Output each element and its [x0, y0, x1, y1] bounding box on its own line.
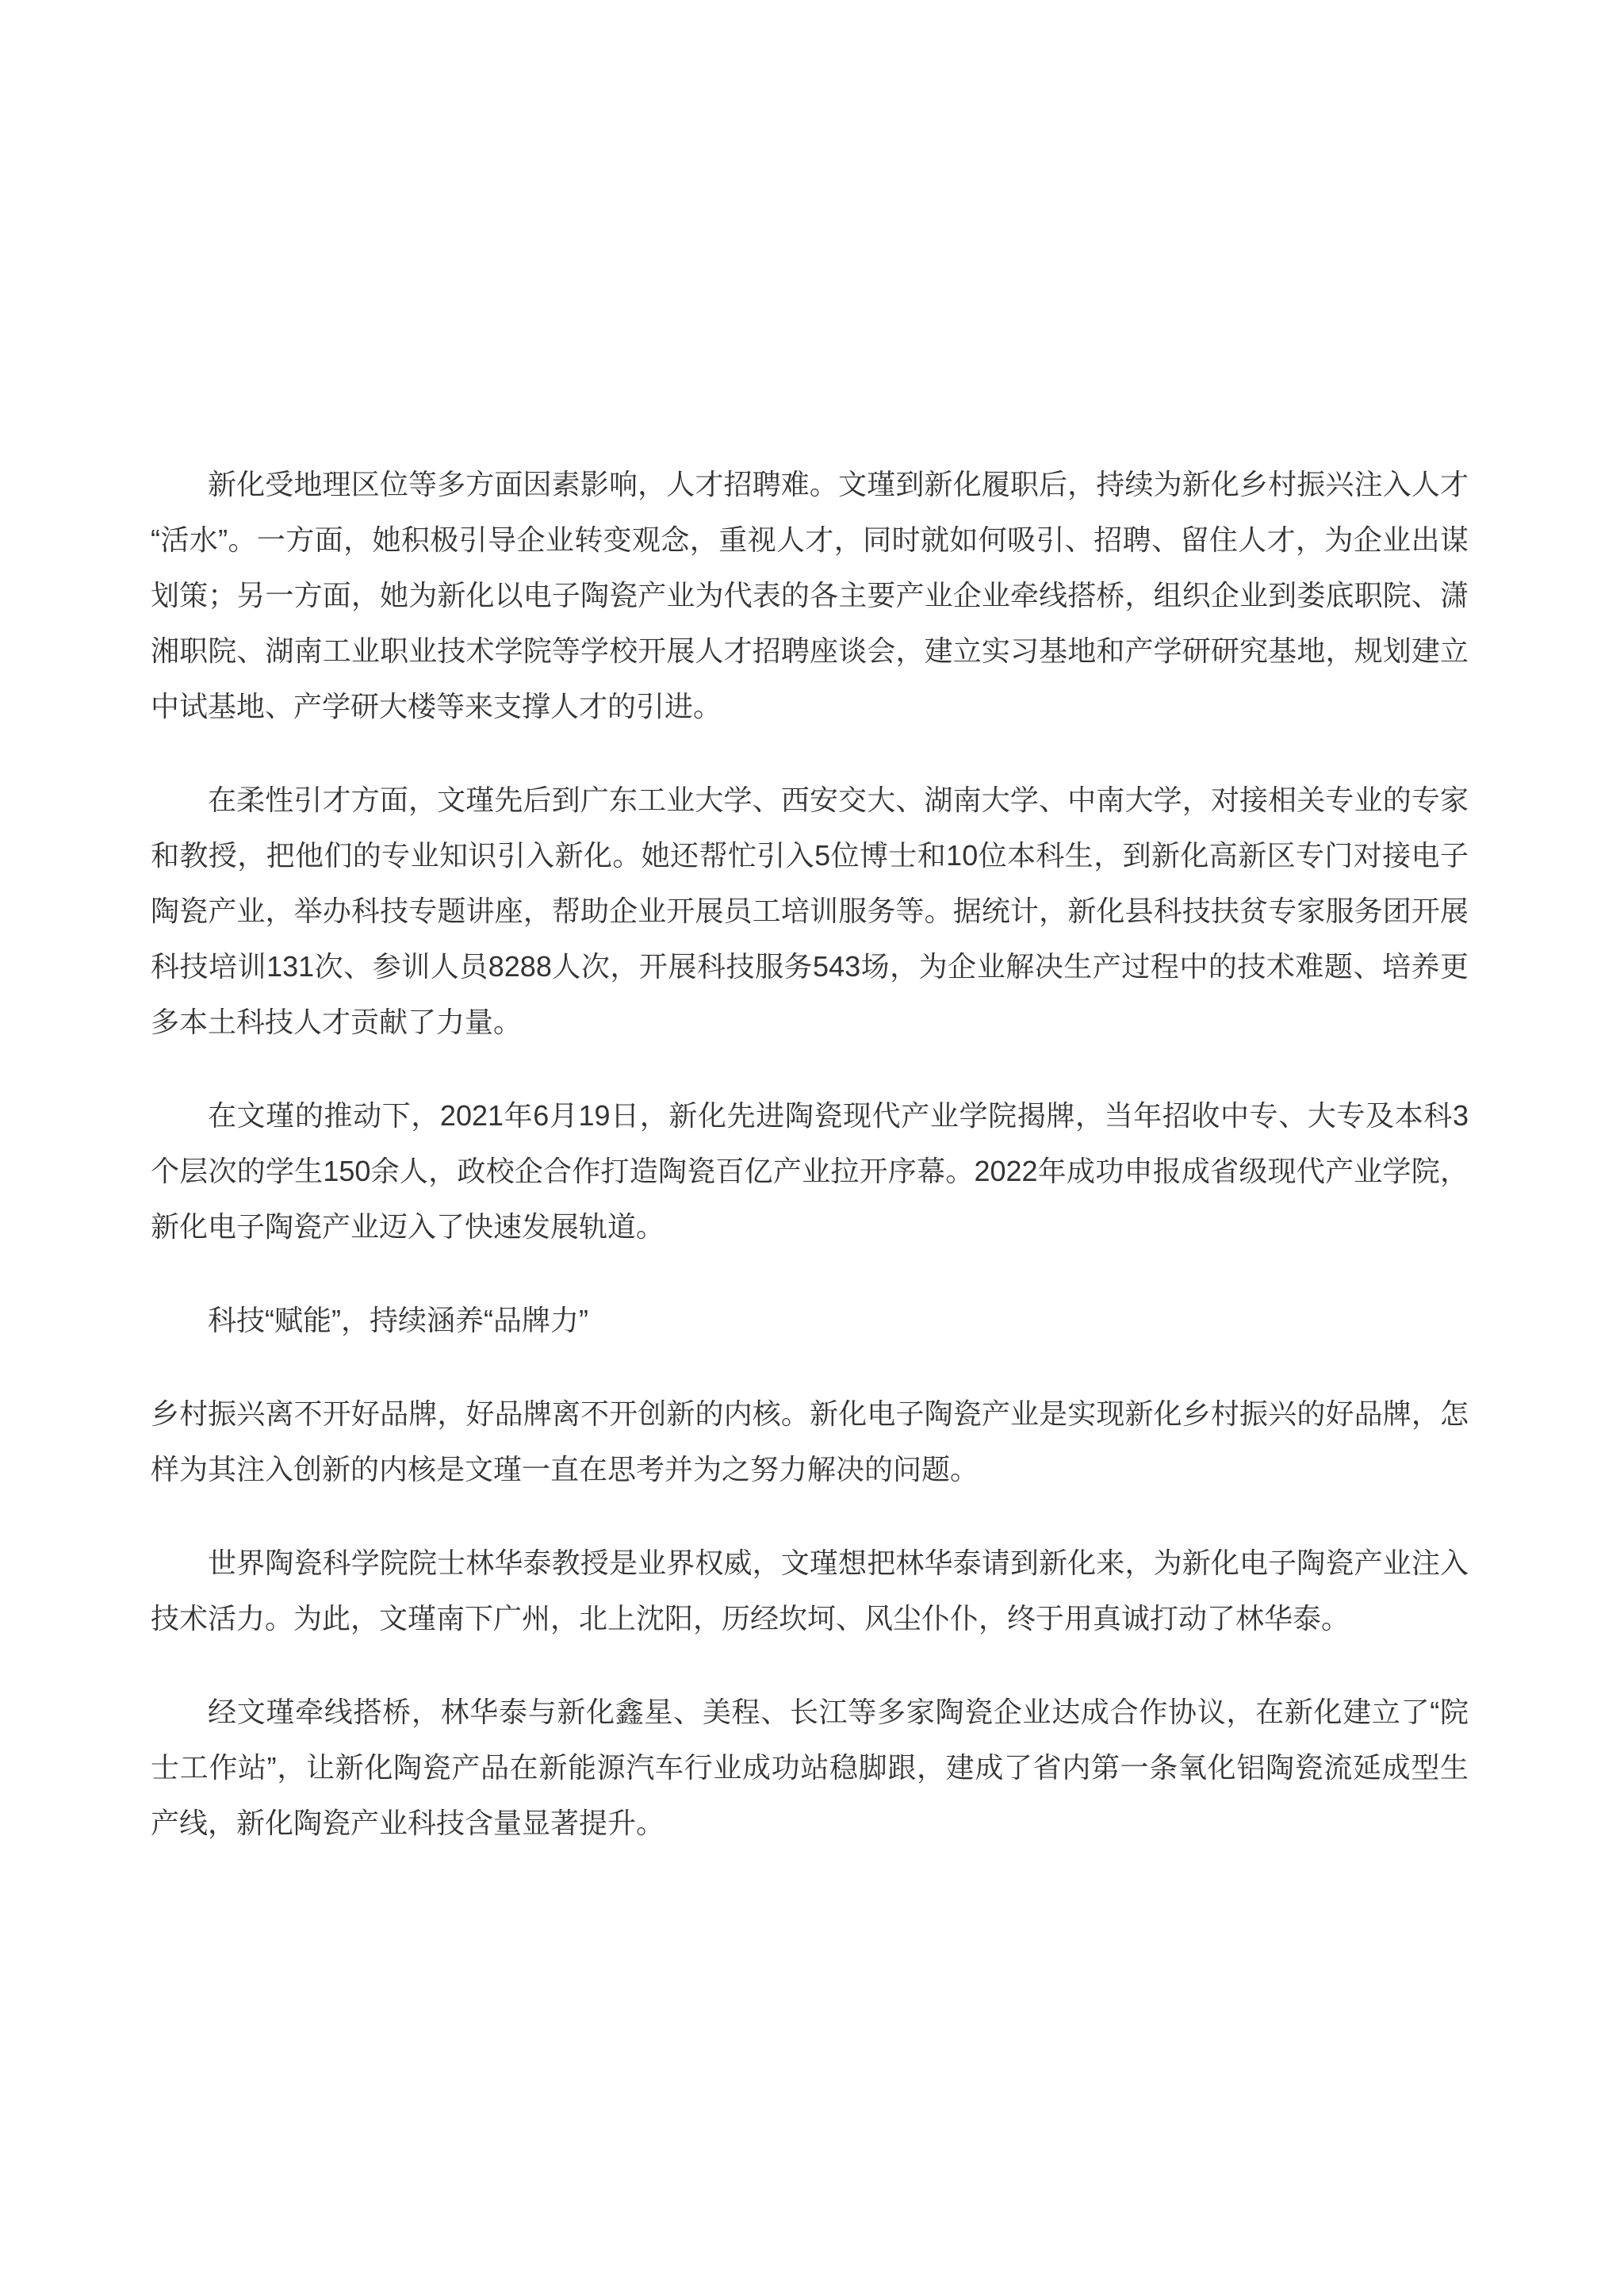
text-line: 多本土科技人才贡献了力量。: [151, 1006, 523, 1038]
text-line: 产线，新化陶瓷产业科技含量显著提升。: [151, 1807, 665, 1839]
section-heading-text: 科技“赋能”，持续涵养“品牌力”: [208, 1304, 588, 1336]
text-line: 陶瓷产业，举办科技专题讲座，帮助企业开展员工培训服务等。据统计，新化县科技扶贫专家服务团开展: [151, 895, 1469, 927]
text-line: 个层次的学生150余人，政校企合作打造陶瓷百亿产业拉开序幕。2022年成功申报成省级现代产业学院，: [151, 1155, 1469, 1187]
text-line: 样为其注入创新的内核是文瑾一直在思考并为之努力解决的问题。: [151, 1453, 979, 1485]
text-line: 士工作站”，让新化陶瓷产品在新能源汽车行业成功站稳脚跟，建成了省内第一条氧化铝陶瓷流延成型生: [151, 1751, 1469, 1784]
text-line: 划策；另一方面，她为新化以电子陶瓷产业为代表的各主要产业企业牵线搭桥，组织企业到娄底职院、潇: [151, 579, 1469, 611]
text-line: 世界陶瓷科学院院士林华泰教授是业界权威，文瑾想把林华泰请到新化来，为新化电子陶瓷产业注入: [208, 1547, 1469, 1579]
paragraph-3: [151, 1088, 1469, 1255]
text-line: 和教授，把他们的专业知识引入新化。她还帮忙引入5位博士和10位本科生，到新化高新区专门对接电子: [151, 839, 1469, 872]
text-line: 在柔性引才方面，文瑾先后到广东工业大学、西安交大、湖南大学、中南大学，对接相关专业的专家: [208, 784, 1469, 816]
text-line: 新化受地理区位等多方面因素影响，人才招聘难。文瑾到新化履职后，持续为新化乡村振兴注入人才: [208, 468, 1469, 500]
paragraph-6: [151, 1685, 1469, 1851]
text-line: 科技培训131次、参训人员8288人次，开展科技服务543场，为企业解决生产过程中的技术难题、培养更: [151, 950, 1469, 983]
text-line: 经文瑾牵线搭桥，林华泰与新化鑫星、美程、长江等多家陶瓷企业达成合作协议，在新化建立了“院: [208, 1696, 1469, 1728]
text-line: 湘职院、湖南工业职业技术学院等学校开展人才招聘座谈会，建立实习基地和产学研研究基地，规划建立: [151, 634, 1469, 667]
text-line: 技术活力。为此，文瑾南下广州，北上沈阳，历经坎坷、风尘仆仆，终于用真诚打动了林华泰。: [151, 1602, 1350, 1635]
paragraph-5: [151, 1535, 1469, 1646]
text-line: 中试基地、产学研大楼等来支撑人才的引进。: [151, 690, 722, 723]
paragraph-4: [151, 1386, 1469, 1497]
text-line: “活水”。一方面，她积极引导企业转变观念，重视人才，同时就如何吸引、招聘、留住人才，为企业出谋: [151, 523, 1469, 556]
paragraph-1: [151, 457, 1469, 734]
text-line: 新化电子陶瓷产业迈入了快速发展轨道。: [151, 1210, 665, 1243]
article-body: [151, 457, 1469, 1851]
section-heading: [151, 1293, 1469, 1348]
text-line: 乡村振兴离不开好品牌，好品牌离不开创新的内核。新化电子陶瓷产业是实现新化乡村振兴的好品牌，怎: [151, 1397, 1469, 1430]
text-line: 在文瑾的推动下，2021年6月19日，新化先进陶瓷现代产业学院揭牌，当年招收中专、大专及本科3: [208, 1099, 1469, 1132]
paragraph-2: [151, 772, 1469, 1050]
